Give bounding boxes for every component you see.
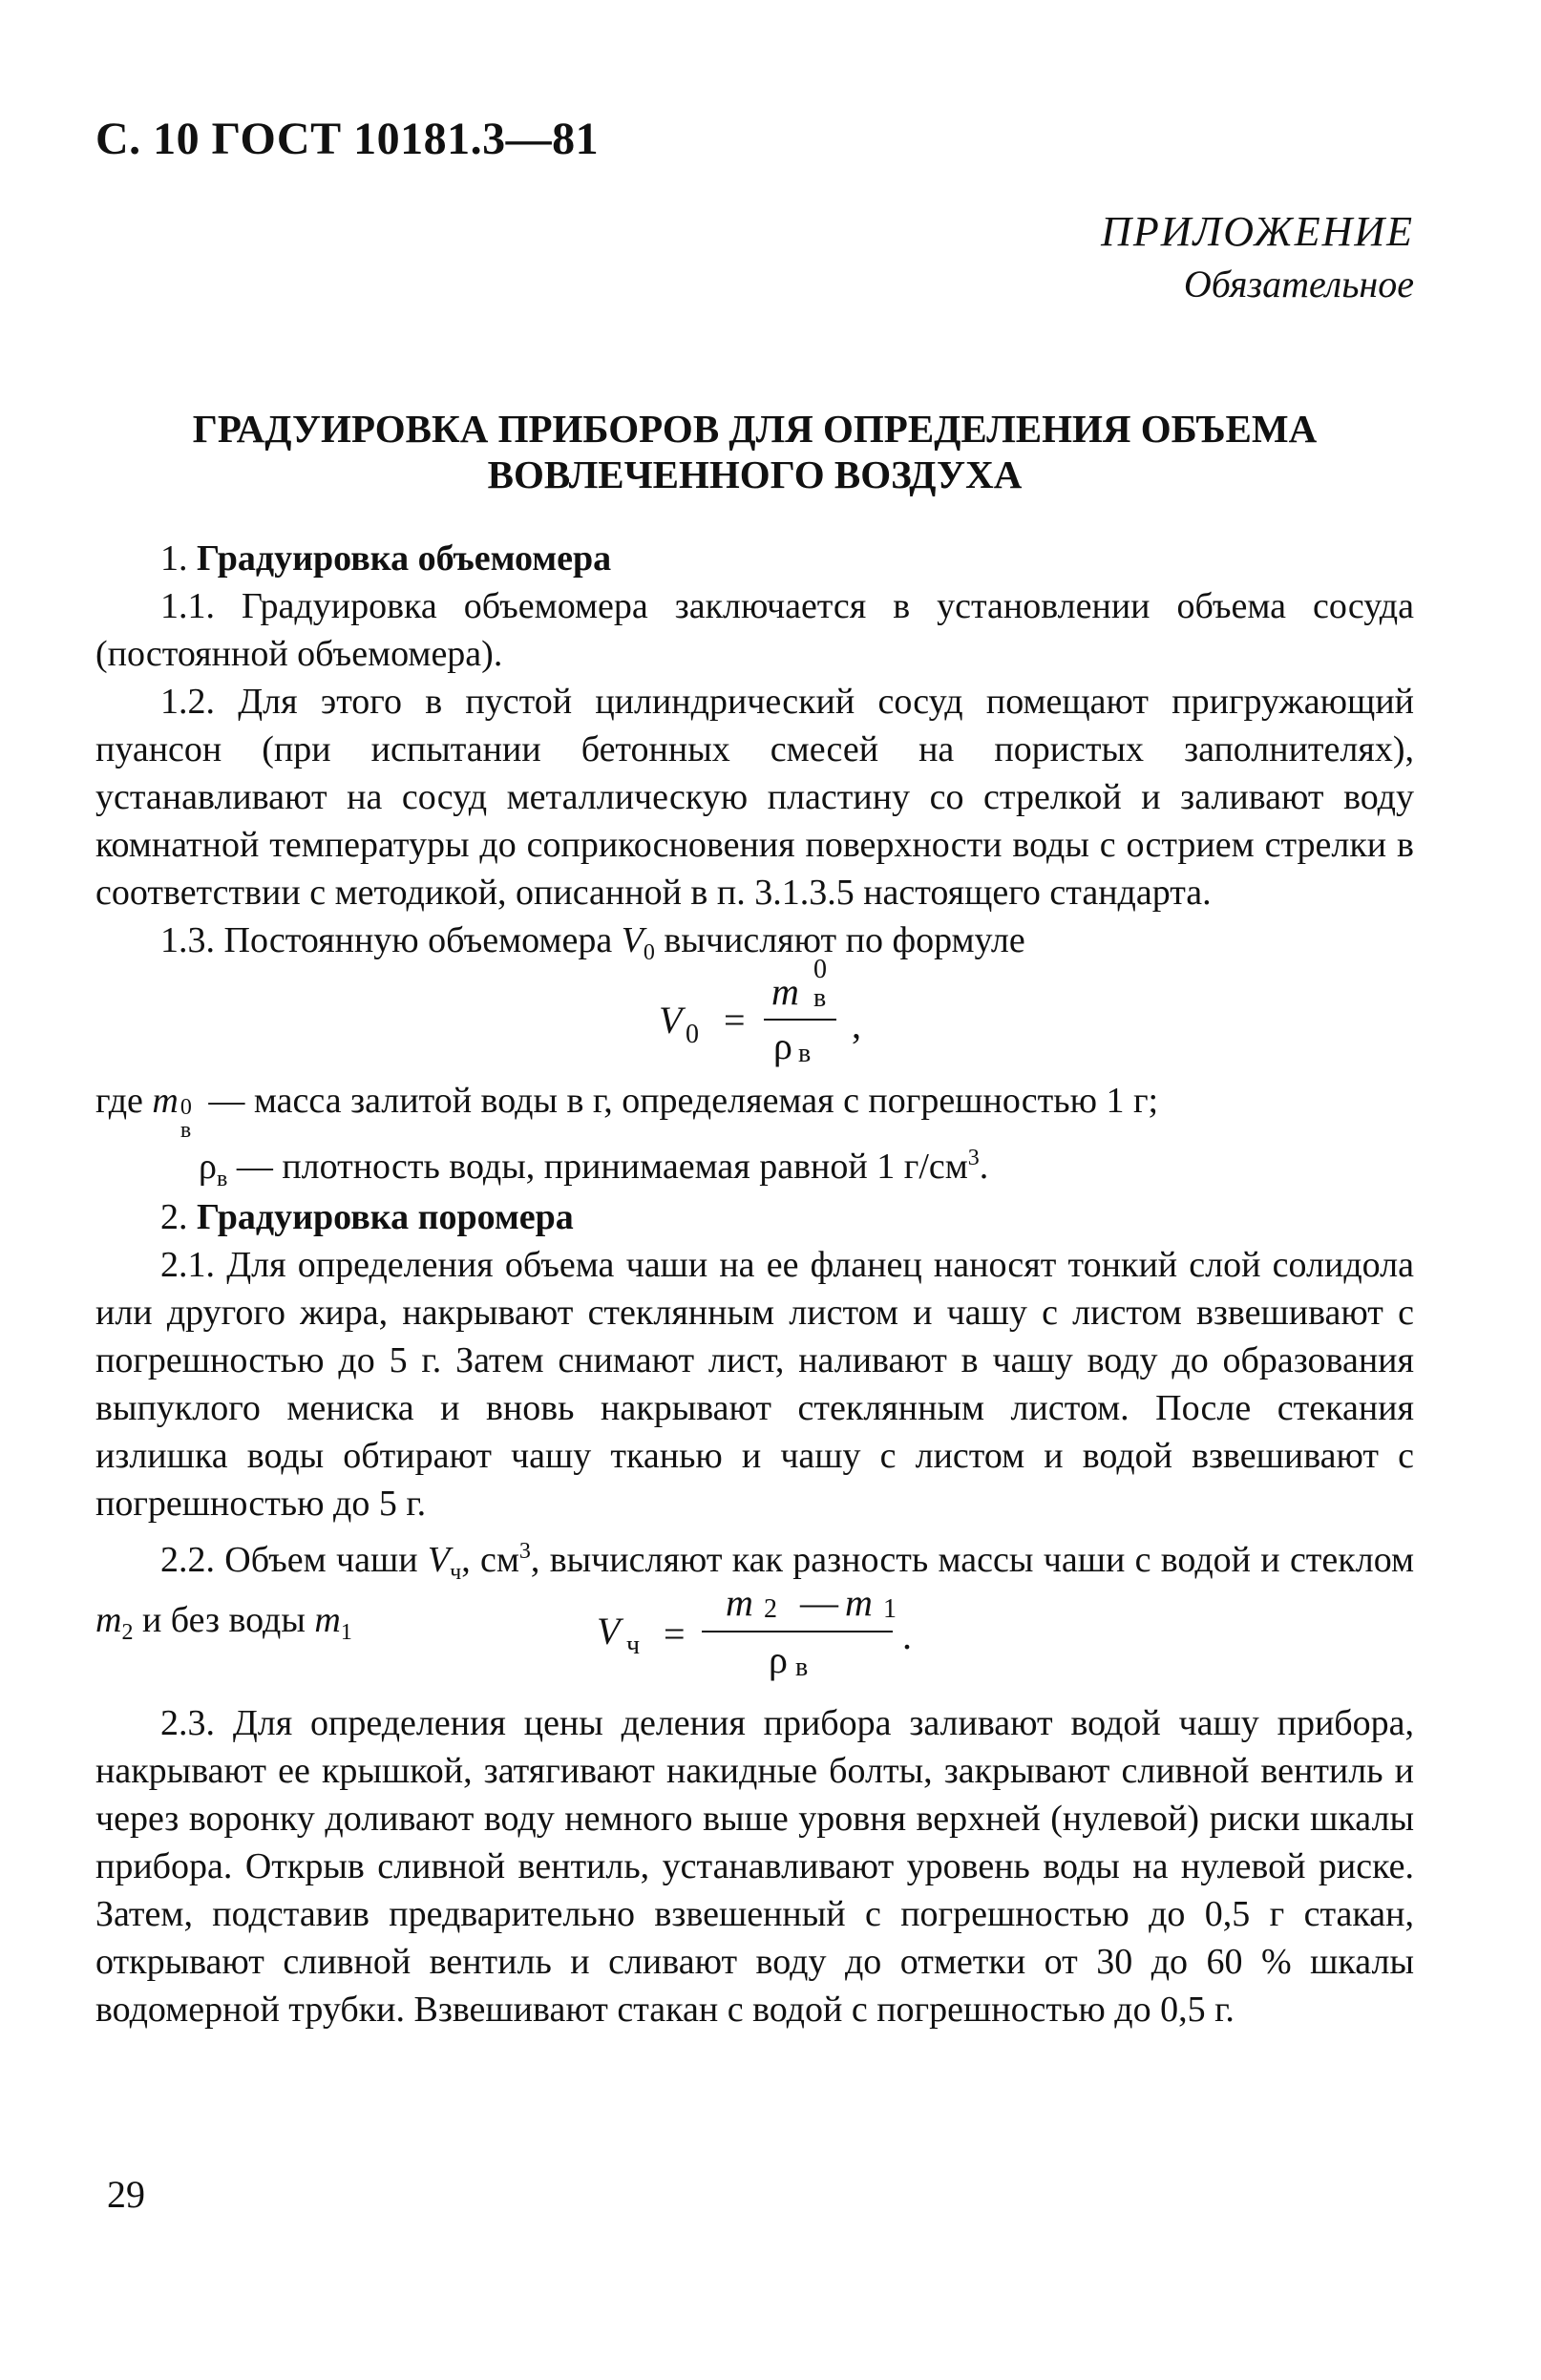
- formula-vch-num-a-sub: 2: [764, 1594, 777, 1624]
- paragraph-2-2-m2: m: [95, 1600, 122, 1640]
- legend-mass-text: — масса залитой воды в г, определяемая с погрешностью 1 г;: [208, 1081, 1159, 1121]
- formula-v0-denominator-sub: в: [798, 1039, 812, 1068]
- formula-vch-lhs: V: [597, 1610, 621, 1653]
- legend-mass: [95, 1077, 1159, 1143]
- formula-vch-num-b: m: [845, 1581, 873, 1624]
- paragraph-1-3-post: вычисляют по формуле: [664, 920, 1025, 960]
- formula-v0-lhs-sub: 0: [686, 1020, 699, 1049]
- formula-vch-fraction-bar: [702, 1631, 893, 1632]
- legend-density-var: ρ: [199, 1147, 217, 1187]
- appendix-title: ПРИЛОЖЕНИЕ: [1101, 208, 1414, 255]
- legend-density-text: — плотность воды, принимаемая равной 1 г/см: [236, 1147, 968, 1187]
- formula-v0-denominator: ρ: [773, 1024, 792, 1067]
- formula-vch-num-b-sub: 1: [883, 1594, 897, 1624]
- legend-mass-where: где: [95, 1081, 143, 1121]
- formula-vch-denominator-sub: в: [795, 1653, 809, 1682]
- paragraph-2-3: 2.3. Для определения цены деления прибора заливают водой чашу прибора, накрывают ее крышкой, затягивают накидные болты, закрывают сливной вентиль и через воронку доливают воду немного выше уровня верхней (нулевой) риски шкалы прибора. Открыв сливной вентиль, устанавливают уровень воды на нулевой риске. Затем, подставив предварительно взвешенный с погрешностью до 0,5 г стакан, открывают сливной вентиль и сливают воду до отметки от 30 до 60 % шкалы водомерной трубки. Взвешивают стакан с водой с погрешностью до 0,5 г.: [95, 1703, 1414, 2030]
- section-2-heading: [95, 1193, 1414, 1241]
- section-2-continued: [95, 1699, 1414, 2033]
- formula-v0-equals: =: [724, 999, 746, 1042]
- formula-vch-minus: —: [800, 1581, 838, 1624]
- formula-v0-comma: ,: [852, 1003, 861, 1046]
- paragraph-2-2: [95, 1527, 1414, 1656]
- legend-density-sup: 3: [967, 1146, 980, 1170]
- formula-v0-numerator: m: [771, 970, 799, 1013]
- section-1: [95, 535, 1414, 977]
- formula-vch-lhs-sub: ч: [626, 1631, 641, 1660]
- appendix-subtitle: Обязательное: [1183, 263, 1414, 305]
- page-number: 29: [107, 2173, 145, 2216]
- formula-vch-period: .: [902, 1614, 912, 1657]
- paragraph-2-2-m1: m: [314, 1600, 341, 1640]
- section-1-heading-number: 1.: [160, 538, 188, 579]
- paragraph-1-3-sub: 0: [643, 940, 655, 965]
- paragraph-1-1: 1.1. Градуировка объемомера заключается в установлении объема сосуда (постоянной объемомера).: [95, 586, 1414, 674]
- paragraph-2-2-m1-sub: 1: [340, 1620, 352, 1645]
- paragraph-1-3-pre: 1.3. Постоянную объемомера: [160, 920, 613, 960]
- legend-density-sub: в: [216, 1167, 228, 1191]
- paragraph-2-2-a: 2.2. Объем чаши: [160, 1540, 418, 1580]
- formula-vch-denominator: ρ: [769, 1638, 788, 1681]
- formula-vch-equals: =: [664, 1612, 686, 1655]
- paragraph-1-3: [95, 916, 1414, 977]
- paragraph-1-2: 1.2. Для этого в пустой цилиндрический сосуд помещают пригружающий пуансон (при испытании бетонных смесей на пористых заполнителях), устанавливают на сосуд металлическую пластину со стрелкой и заливают воду комнатной температуры до соприкосновения поверхности воды с острием стрелки в соответствии с методикой, описанной в п. 3.1.3.5 настоящего стандарта.: [95, 682, 1414, 913]
- paragraph-2-2-sup: 3: [518, 1539, 531, 1564]
- legend-mass-var: m: [152, 1081, 179, 1121]
- section-2-heading-text: Градуировка поромера: [197, 1197, 574, 1237]
- paragraph-2-2-m2-sub: 2: [121, 1620, 134, 1645]
- formula-v0-numerator-sub: в: [813, 983, 827, 1013]
- section-2-heading-number: 2.: [160, 1197, 188, 1237]
- legend-mass-sub: в: [179, 1118, 192, 1143]
- formula-vch-num-a: m: [726, 1581, 753, 1624]
- document-title-line-2: ВОВЛЕЧЕННОГО ВОЗДУХА: [487, 453, 1023, 496]
- paragraph-2-2-var: V: [427, 1540, 451, 1580]
- paragraph-2-2-c: , вычисляют как разность массы чаши с водой и стеклом: [530, 1540, 1415, 1580]
- formula-v0-fraction-bar: [764, 1019, 836, 1021]
- legend-density-end: .: [979, 1147, 989, 1187]
- document-title: [95, 406, 1414, 497]
- section-1-heading: [95, 535, 1414, 582]
- paragraph-2-2-sub: ч: [450, 1560, 462, 1585]
- page-header: С. 10 ГОСТ 10181.3—81: [95, 114, 600, 164]
- formula-v0-lhs: V: [659, 999, 683, 1042]
- document-title-line-1: ГРАДУИРОВКА ПРИБОРОВ ДЛЯ ОПРЕДЕЛЕНИЯ ОБЪЕМА: [192, 407, 1318, 451]
- section-2: [95, 1193, 1414, 1656]
- formula-v0-numerator-sup: 0: [813, 955, 827, 984]
- appendix-label: [1101, 205, 1414, 310]
- paragraph-1-3-var: V: [621, 920, 644, 960]
- paragraph-2-2-b: , см: [461, 1540, 519, 1580]
- section-1-heading-text: Градуировка объемомера: [197, 538, 612, 579]
- paragraph-2-2-d: и без воды: [141, 1600, 306, 1640]
- legend-mass-sup: 0: [179, 1095, 192, 1120]
- paragraph-2-1: 2.1. Для определения объема чаши на ее фланец наносят тонкий слой солидола или другого жира, накрывают стеклянным листом и чашу с листом взвешивают с погрешностью до 5 г. Затем снимают лист, наливают в чашу воду до образования выпуклого мениска и вновь накрывают стеклянным листом. После стекания излишка воды обтирают чашу тканью и чашу с листом и водой взвешивают с погрешностью до 5 г.: [95, 1245, 1414, 1524]
